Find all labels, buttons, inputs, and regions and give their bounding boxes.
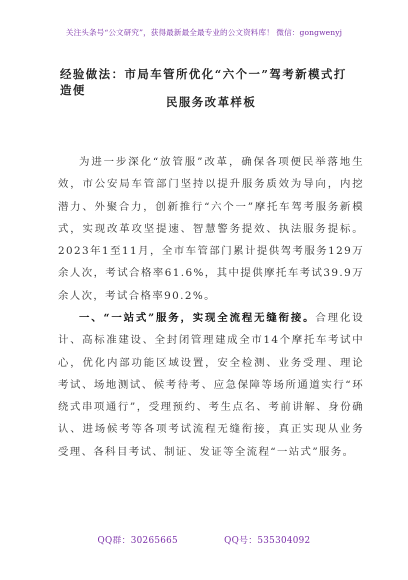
document-title-line1: 经验做法：市局车管所优化“六个一”驾考新模式打造便 [60,67,347,97]
paragraph-one-stop-service [58,307,364,463]
promo-header: 关注头条号“公文研究”，获得最新最全最专业的公文资料库！ 微信：gongwenyj [65,28,343,37]
qq-number-text: QQ号：535304092 [224,536,311,546]
section-body-one-stop: 合理化设计、高标准建设、全封闭管理建成全市14个摩托车考试中心，优化内部功能区域设置，安全检测、业务受理、理论考试、场地测试、候考待考、应急保障等场所通道实行“环绕式串项通行”，受理预约、考生点名、考前讲解、身份确认、进场候考等各项考试流程无缝衔接，真正实现从业务受理、各科目考试、制证、发证等全流程“一站式”服务。 [58,312,364,458]
paragraph-intro: 为进一步深化“放管服”改革，确保各项便民举落地生效，市公安局车管部门坚持以提升服务质效为导向，内挖潜力、外聚合力，创新推行“六个一”摩托车驾考服务新模式，实现改革攻坚提速、智慧警务提效、执法服务提标。2023年1至11月，全市车管部门累计提供驾考服务129万余人次，考试合格率61.6%，其中提供摩托车考试39.9万余人次，考试合格率90.2%。 [58,156,364,302]
qq-group-text: QQ群：30265665 [97,536,178,546]
document-title-line2: 民服务改革样板 [166,95,257,109]
footer-contact [0,533,408,546]
section-heading-one-stop: 一、“一站式”服务，实现全流程无缝衔接。 [79,312,316,324]
